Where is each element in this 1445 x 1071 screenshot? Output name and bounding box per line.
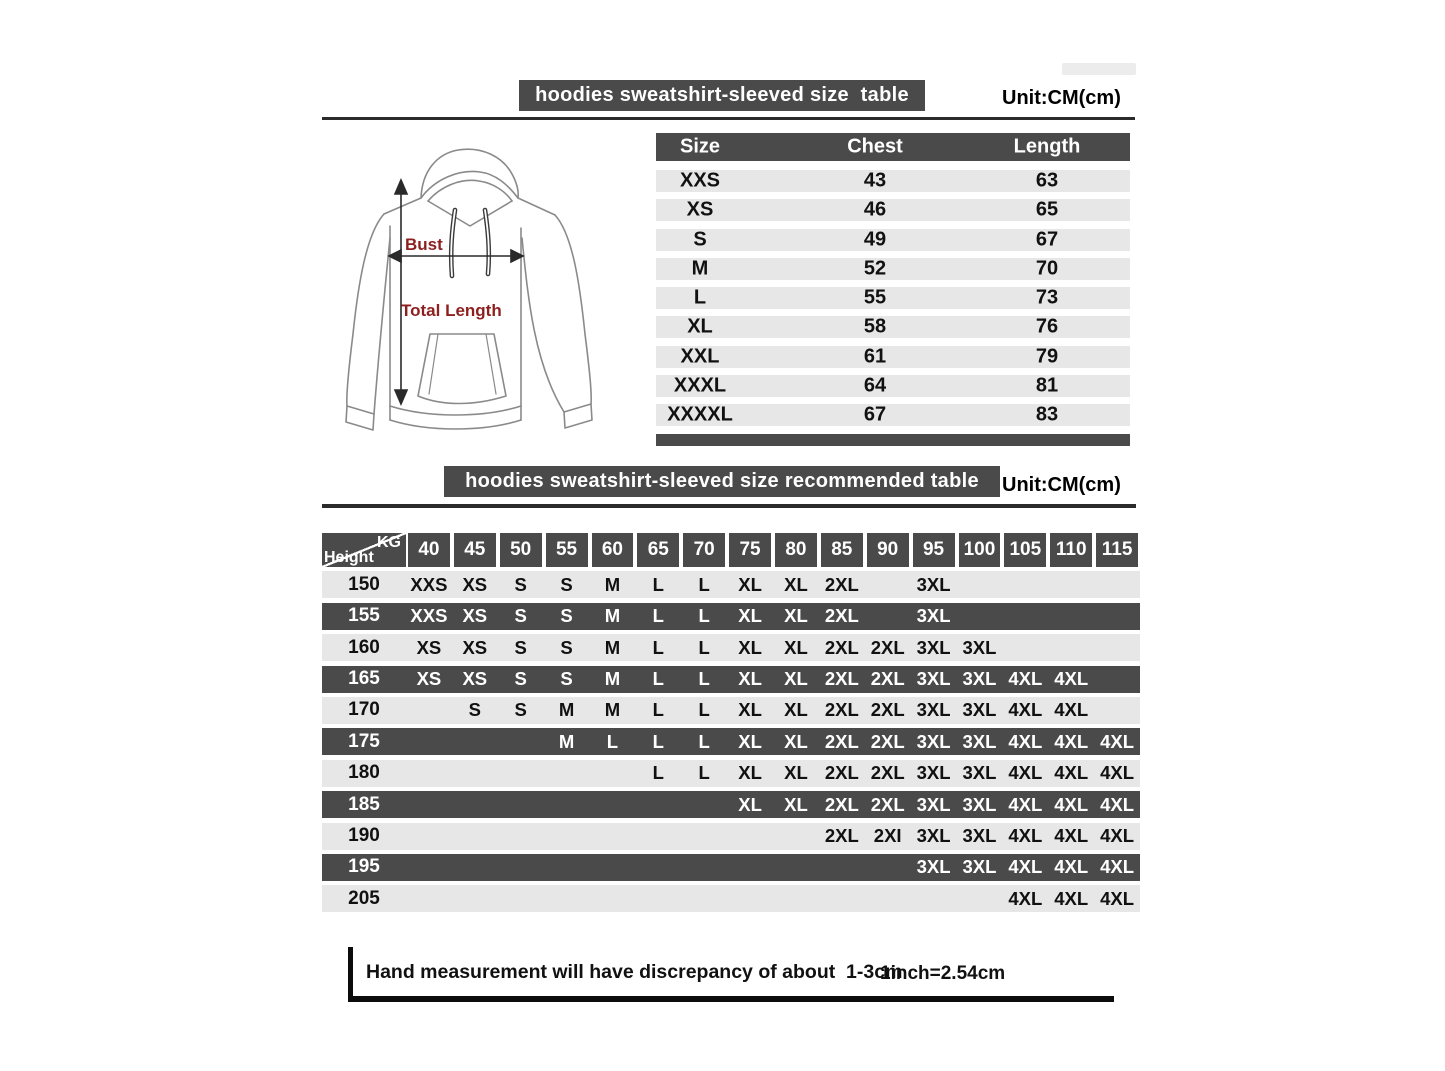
matrix-size-cell: S [514,668,527,690]
inch-conversion: 1inch=2.54cm [880,963,1006,984]
matrix-row [322,571,1140,598]
matrix-size-cell: 4XL [1008,856,1043,878]
weight-value: 60 [592,533,634,567]
length-cell: 63 [1035,169,1059,192]
length-cell: 73 [1035,286,1059,309]
matrix-size-cell: 2XL [870,636,905,658]
size-table-row [656,404,1130,426]
matrix-size-cell: L [698,636,710,658]
matrix-row [322,791,1140,818]
chest-cell: 61 [863,345,887,368]
weight-value: 105 [1004,533,1046,567]
length-cell: 83 [1035,403,1059,426]
matrix-size-cell: 4XL [1054,793,1089,815]
matrix-size-cell: S [560,636,573,658]
matrix-size-cell: L [698,668,710,690]
matrix-size-cell: XL [738,573,762,595]
length-cell: 79 [1035,345,1059,368]
weight-value: 40 [408,533,450,567]
matrix-size-cell: L [698,573,710,595]
recommended-size-table [322,533,1140,912]
matrix-size-cell: XS [416,668,442,690]
size-table [656,133,1130,446]
weight-header-cell [590,533,636,567]
size-table-row [656,375,1130,397]
size-table-row [656,258,1130,280]
chest-cell: 55 [863,286,887,309]
chest-cell: 64 [863,374,887,397]
matrix-size-cell: 4XL [1054,825,1089,847]
matrix-size-cell: 4XL [1100,856,1135,878]
matrix-height-cell: 150 [348,573,380,595]
matrix-size-cell: S [514,573,527,595]
total-length-arrow [395,180,407,404]
matrix-size-cell: XL [738,730,762,752]
weight-header-cell [819,533,865,567]
matrix-size-cell: 2XL [870,699,905,721]
bust-label: Bust [405,235,443,254]
matrix-size-cell: 3XL [916,573,951,595]
matrix-size-cell: L [652,573,664,595]
weight-header-cell [544,533,590,567]
size-cell: M [691,257,709,280]
weight-header-cell [1048,533,1094,567]
footer-note: Hand measurement will have discrepancy of about 1-3cm [366,961,903,983]
matrix-size-cell: XXS [410,605,448,627]
matrix-size-cell: 3XL [962,762,997,784]
matrix-size-cell: 2XL [824,573,859,595]
matrix-size-cell: XL [784,699,808,721]
header-chest: Chest [847,135,903,158]
matrix-size-cell: 4XL [1008,668,1043,690]
matrix-row [322,885,1140,912]
size-cell: XXS [679,169,721,192]
matrix-size-cell: 3XL [916,668,951,690]
size-cell: S [693,228,707,251]
weight-value: 55 [546,533,588,567]
weight-value: 65 [637,533,679,567]
size-table-row [656,346,1130,368]
matrix-size-cell: 2XL [824,762,859,784]
matrix-size-cell: M [558,730,575,752]
matrix-size-cell: 4XL [1008,793,1043,815]
matrix-row [322,666,1140,693]
matrix-size-cell: 2XL [824,636,859,658]
matrix-size-cell: 2XL [824,793,859,815]
matrix-height-cell: 160 [348,636,380,658]
weight-header-cell [681,533,727,567]
matrix-size-cell: L [606,730,619,752]
matrix-row [322,823,1140,850]
matrix-size-cell: M [604,605,621,627]
matrix-size-cell: L [652,668,664,690]
matrix-size-cell: XS [462,668,488,690]
divider-rule-2 [322,504,1136,508]
matrix-size-cell: 2XL [870,730,905,752]
matrix-size-cell: S [560,668,573,690]
matrix-height-cell: 155 [348,605,380,627]
size-cell: XXXXL [667,403,733,426]
height-label: Height [324,549,374,566]
size-cell: L [693,286,707,309]
size-table-row [656,199,1130,221]
chest-cell: 46 [863,198,887,221]
matrix-size-cell: M [604,573,621,595]
length-cell: 76 [1035,315,1059,338]
note-left-bar [348,947,353,1002]
matrix-size-cell: L [652,699,664,721]
hoodie-diagram [328,138,620,456]
weight-header-cell [727,533,773,567]
matrix-size-cell: XL [784,605,808,627]
divider-rule-1 [322,117,1135,120]
matrix-size-cell: 3XL [962,668,997,690]
matrix-size-cell: 4XL [1054,668,1089,690]
chest-cell: 43 [863,169,887,192]
matrix-size-cell: 3XL [916,636,951,658]
matrix-size-cell: S [514,605,527,627]
matrix-height-cell: 165 [348,668,380,690]
matrix-height-cell: 170 [348,699,380,721]
matrix-size-cell: 4XL [1054,730,1089,752]
matrix-row [322,728,1140,755]
matrix-size-cell: L [698,762,710,784]
matrix-header-row [322,533,1140,567]
header-length: Length [1013,135,1081,158]
matrix-size-cell: XXS [410,573,448,595]
matrix-height-cell: 175 [348,730,380,752]
weight-value: 85 [821,533,863,567]
matrix-size-cell: 3XL [916,730,951,752]
matrix-size-cell: S [514,699,527,721]
size-table-header [656,133,1130,161]
section2-title-bar: hoodies sweatshirt-sleeved size recommended table [444,466,1000,497]
size-table-row [656,229,1130,251]
matrix-size-cell: 4XL [1054,699,1089,721]
size-table-footer-bar [656,434,1130,446]
weight-header-cell [452,533,498,567]
matrix-size-cell: 2XL [824,730,859,752]
matrix-size-cell: XL [784,793,808,815]
hoodie-drawstrings [451,210,489,276]
length-cell: 70 [1035,257,1059,280]
matrix-size-cell: 3XL [916,762,951,784]
matrix-size-cell: XS [462,605,488,627]
matrix-size-cell: L [652,636,664,658]
matrix-size-cell: 2XL [870,668,905,690]
size-table-row [656,287,1130,309]
size-table-rows [656,170,1130,426]
matrix-size-cell: XL [738,762,762,784]
size-table-row [656,316,1130,338]
header-size: Size [679,135,721,158]
matrix-size-cell: S [468,699,481,721]
matrix-size-cell: 4XL [1008,762,1043,784]
length-cell: 65 [1035,198,1059,221]
matrix-size-cell: 3XL [916,793,951,815]
weight-header-cell [1002,533,1048,567]
weight-value: 115 [1096,533,1138,567]
matrix-size-cell: XL [738,605,762,627]
matrix-size-cell: 3XL [962,856,997,878]
matrix-size-cell: XS [462,573,488,595]
length-cell: 81 [1035,374,1059,397]
length-cell: 67 [1035,228,1059,251]
matrix-size-cell: 4XL [1054,856,1089,878]
matrix-size-cell: 3XL [962,636,997,658]
matrix-rows [322,571,1140,912]
matrix-size-cell: XL [784,668,808,690]
weight-value: 75 [729,533,771,567]
matrix-size-cell: 4XL [1054,762,1089,784]
weight-value: 95 [913,533,955,567]
hoodie-outline [346,149,592,430]
matrix-row [322,854,1140,881]
chest-cell: 67 [863,403,887,426]
matrix-size-cell: 3XL [962,793,997,815]
matrix-size-cell: 4XL [1008,887,1043,909]
size-cell: XXXL [673,374,727,397]
matrix-size-cell: L [698,605,710,627]
matrix-size-cell: XL [738,668,762,690]
chest-cell: 49 [863,228,887,251]
matrix-size-cell: 2XI [873,825,902,847]
matrix-size-cell: 3XL [916,825,951,847]
size-cell: XXL [680,345,720,368]
matrix-size-cell: XL [784,730,808,752]
weight-value: 100 [959,533,1001,567]
matrix-size-cell: 4XL [1100,887,1135,909]
matrix-height-cell: 180 [348,762,380,784]
section1-title-bar: hoodies sweatshirt-sleeved size table [519,80,925,111]
weight-header-cell [911,533,957,567]
matrix-size-cell: 4XL [1100,825,1135,847]
matrix-size-cell: 3XL [962,730,997,752]
matrix-size-cell: 4XL [1100,793,1135,815]
matrix-size-cell: 2XL [824,668,859,690]
matrix-size-cell: S [560,573,573,595]
matrix-size-cell: XL [738,793,762,815]
note-bottom-bar [348,996,1114,1002]
matrix-size-cell: 2XL [870,762,905,784]
weight-value: 70 [683,533,725,567]
matrix-size-cell: M [604,636,621,658]
weight-value: 80 [775,533,817,567]
total-length-label: Total Length [401,301,502,320]
weight-header-cell [773,533,819,567]
matrix-size-cell: 2XL [824,825,859,847]
size-cell: XS [686,198,714,221]
matrix-size-cell: 4XL [1008,825,1043,847]
weight-header-cell [498,533,544,567]
matrix-size-cell: 4XL [1054,887,1089,909]
matrix-size-cell: 2XL [870,793,905,815]
matrix-size-cell: 3XL [916,856,951,878]
matrix-size-cell: 3XL [962,825,997,847]
matrix-size-cell: 2XL [824,699,859,721]
weight-header-cell [635,533,681,567]
matrix-size-cell: 3XL [962,699,997,721]
matrix-size-cell: L [652,605,664,627]
matrix-size-cell: XL [784,636,808,658]
artifact-smudge [1062,63,1136,75]
matrix-row [322,603,1140,630]
matrix-size-cell: 3XL [916,605,951,627]
weight-header-cell [406,533,452,567]
matrix-size-cell: L [698,699,710,721]
matrix-size-cell: XL [738,699,762,721]
chest-cell: 52 [863,257,887,280]
matrix-size-cell: M [604,699,621,721]
corner-cell [322,533,406,567]
matrix-height-cell: 205 [348,887,380,909]
matrix-row [322,760,1140,787]
matrix-size-cell: S [514,636,527,658]
matrix-size-cell: L [652,730,664,752]
matrix-size-cell: M [604,668,621,690]
weight-value: 45 [454,533,496,567]
matrix-height-cell: 190 [348,825,380,847]
weight-value: 50 [500,533,542,567]
matrix-row [322,697,1140,724]
matrix-size-cell: L [698,730,710,752]
matrix-size-cell: 4XL [1008,699,1043,721]
matrix-size-cell: 3XL [916,699,951,721]
matrix-size-cell: M [558,699,575,721]
kg-label: KG [377,534,401,551]
matrix-size-cell: 2XL [824,605,859,627]
unit-label-1: Unit:CM(cm) [1002,87,1121,109]
weight-value: 90 [867,533,909,567]
matrix-size-cell: S [560,605,573,627]
size-table-row [656,170,1130,192]
matrix-size-cell: 4XL [1100,762,1135,784]
matrix-height-cell: 185 [348,793,380,815]
matrix-size-cell: XS [462,636,488,658]
matrix-row [322,634,1140,661]
matrix-height-cell: 195 [348,856,380,878]
matrix-size-cell: 4XL [1100,730,1135,752]
chest-cell: 58 [863,315,887,338]
size-cell: XL [687,315,713,338]
matrix-size-cell: XS [416,636,442,658]
weight-header-cell [865,533,911,567]
unit-label-2: Unit:CM(cm) [1002,474,1121,496]
matrix-size-cell: L [652,762,664,784]
matrix-size-cell: XL [784,762,808,784]
matrix-size-cell: XL [784,573,808,595]
weight-header-cell [1094,533,1140,567]
weight-value: 110 [1050,533,1092,567]
weight-header-cell [957,533,1003,567]
matrix-size-cell: XL [738,636,762,658]
matrix-size-cell: 4XL [1008,730,1043,752]
